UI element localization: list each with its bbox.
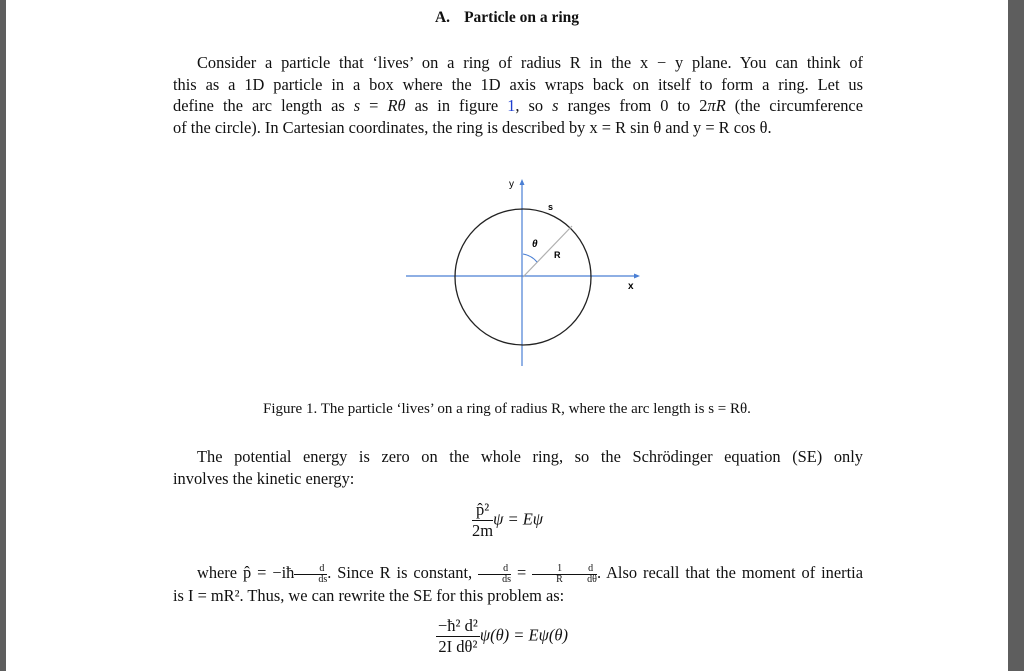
paragraph-line: of the circle). In Cartesian coordinates, the ring is described by x = R sin θ and y = R cos θ. (173, 118, 772, 138)
paragraph-line: this as a 1D particle in a box where the 1D axis wraps back on itself to form a ring. Let us (173, 74, 863, 94)
paragraph-line: involves the kinetic energy: (173, 468, 355, 488)
x-axis-arrow-icon (634, 274, 640, 279)
paragraph-line: Consider a particle that ‘lives’ on a ring of radius R in the x − y plane. You can think of (197, 53, 863, 72)
paragraph-intro (173, 52, 863, 139)
equation-fraction: $\frac{\text{−ħ² d²}}{\text{2I dθ²}}$ (438, 616, 478, 656)
paragraph-momentum (173, 562, 863, 606)
paragraph-line: The potential energy is zero on the whole ring, so the Schrödinger equation (SE) only (197, 447, 863, 466)
paragraph-line: define the arc length as s = Rθ as in figure 1, so s ranges from 0 to 2πR (the circumference (173, 96, 863, 116)
y-axis-label: y (509, 179, 514, 190)
document-page (6, 0, 1008, 671)
equation-fraction: $\frac{\text{p̂²}}{2m}$ (472, 500, 494, 540)
figure-caption: Figure 1. The particle ‘lives’ on a ring of radius R, where the arc length is s = Rθ. (263, 401, 751, 417)
x-axis-label: x (628, 281, 634, 292)
y-axis-arrow-icon (520, 179, 525, 185)
paragraph-line: is I = mR². Thus, we can rewrite the SE for this problem as: (173, 585, 565, 605)
section-heading (6, 9, 1008, 27)
equation-ring-se: $\frac{\text{−ħ² d²}}{\text{2I dθ²}}$ ψ(θ) = Eψ(θ) (438, 616, 568, 656)
theta-label: θ (532, 239, 538, 250)
paragraph-potential (173, 446, 863, 489)
ring-figure (396, 172, 656, 372)
arc-length-label: s (548, 202, 554, 212)
equation-schrodinger: $\frac{\text{p̂²}}{2m}$ ψ = Eψ (472, 500, 544, 540)
paragraph-line: where p̂ = −iħ $\frac{d}{ds}$ . Since R is constant, $\frac{d}{ds}$ = $\frac{1}{R}$ $\frac{d}{d\theta}$ . Also recall that the moment of inertia (197, 562, 863, 585)
radius-label: R (554, 250, 561, 260)
radius-line (523, 226, 572, 277)
theta-arc (523, 254, 537, 262)
section-number: A. (434, 9, 451, 26)
section-title: Particle on a ring (464, 9, 579, 26)
figure-reference-link[interactable]: 1 (507, 96, 516, 116)
